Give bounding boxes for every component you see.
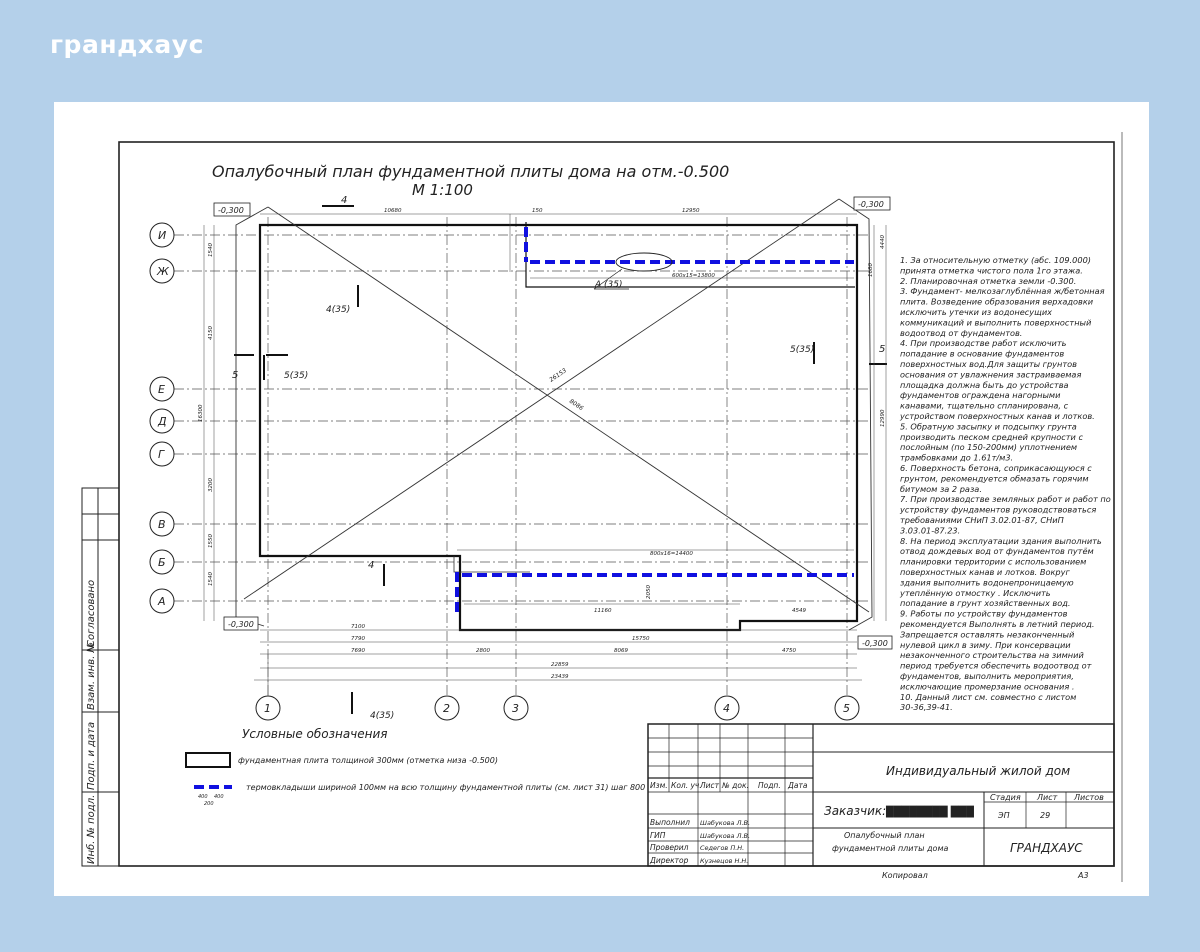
dim-left-5: 1540 <box>208 572 214 586</box>
section-5-left: 5 <box>232 370 239 381</box>
stamp-header-date: Дата <box>788 781 808 790</box>
node-a-label: А (35) <box>595 280 623 290</box>
note-line: 10. Данный лист см. совместно с листом <box>900 691 1077 702</box>
note-line: 2. Планировочная отметка земли -0.300. <box>900 275 1077 286</box>
legend-slab-swatch <box>186 753 230 767</box>
dim-thermal-bottom: 800х16=14400 <box>650 551 693 557</box>
axis-row-d: Д <box>158 415 167 428</box>
note-line: 3.03.01-87.23. <box>900 525 961 536</box>
axis-row-zh: Ж <box>157 265 169 278</box>
note-line: производить песком средней крупности с <box>900 431 1083 442</box>
stamp-sheets-header: Листов <box>1074 793 1104 802</box>
stamp-header-kol: Кол. уч. <box>671 781 702 790</box>
dim-right-2: 4440 <box>880 235 886 249</box>
dim-top-1: 10680 <box>384 208 402 214</box>
stamp-project-title: Индивидуальный жилой дом <box>886 764 1071 778</box>
stamp-sheet-header: Лист <box>1037 793 1058 802</box>
note-line: нулевой цикл в зиму. При консервации <box>900 639 1071 650</box>
note-line: незаконченного строительства на зимний <box>900 650 1084 661</box>
dim-right-1: 1680 <box>868 263 874 277</box>
stamp-customer-value: ████████ ███ <box>886 807 974 818</box>
section-5-right: 5 <box>879 344 886 355</box>
section-5-ref-right: 5(35) <box>790 345 815 355</box>
stamp-header-doc: № док. <box>722 781 749 790</box>
dim-bot-3: 15750 <box>632 636 650 642</box>
axis-row-i: И <box>158 229 167 242</box>
axis-row-b: Б <box>158 556 166 569</box>
note-line: трамбовками до 1.61т/м3. <box>900 452 1014 463</box>
note-line: 5. Обратную засыпку и подсыпку грунта <box>900 421 1077 432</box>
note-line: площадка должна быть до устройства <box>900 379 1069 390</box>
axis-col-1: 1 <box>264 702 271 715</box>
dim-b3-2: 2800 <box>476 648 490 654</box>
note-line: 6. Поверхность бетона, соприкасающуюся с <box>900 463 1092 473</box>
dim-b3-4: 4750 <box>782 648 796 654</box>
stamp-roles <box>649 818 750 865</box>
general-notes <box>899 255 1111 712</box>
stamp-header-podp: Подп. <box>758 781 781 790</box>
dim-bot-1: 7100 <box>351 624 365 630</box>
note-line: 7. При производстве земляных работ и работ по <box>900 494 1111 505</box>
dimension-labels <box>198 208 886 680</box>
level-markers <box>214 197 892 649</box>
stamp-name-2: Шабукова Л.В. <box>700 832 751 840</box>
note-line: 3. Фундамент- мелкозаглублённая ж/бетонная <box>900 286 1105 297</box>
legend-dim-2: 400 <box>214 794 224 800</box>
section-4-ref-bottom: 4(35) <box>370 711 395 721</box>
note-line: основания от увлажнения застраиваемая <box>900 369 1082 380</box>
note-line: попадание в грунт хозяйственных вод. <box>900 598 1071 609</box>
dim-b3-1: 7690 <box>351 648 365 654</box>
note-line: Запрещается оставлять незаконченный <box>900 629 1075 640</box>
side-stamp-original-no: Инб. № подл. <box>86 794 97 864</box>
dim-thermal-top: 600х15=13800 <box>672 273 715 279</box>
dim-overall-1: 22859 <box>551 662 569 668</box>
note-line: битумом за 2 раза. <box>900 483 982 494</box>
note-line: коммуникаций и выполнить поверхностный <box>900 317 1092 328</box>
dim-b3-3: 8069 <box>614 648 628 654</box>
dim-overall-2: 23439 <box>551 674 569 680</box>
level-top-right: -0,300 <box>858 200 884 209</box>
stamp-copied: Копировал <box>882 871 928 880</box>
dim-left-4: 1550 <box>208 534 214 548</box>
note-line: канавами, тщательно спланирована, с <box>900 400 1069 411</box>
foundation-slab-outline <box>260 225 857 630</box>
dim-top-2: 150 <box>532 208 543 214</box>
level-top-left: -0,300 <box>218 206 244 215</box>
axis-col-5: 5 <box>843 702 850 715</box>
note-line: поверхностных канав и лотков. Вокруг <box>900 567 1070 577</box>
note-line: плита. Возведение образования верхадовки <box>900 296 1094 307</box>
side-stamp-signature-date: Подп. и дата <box>86 721 97 790</box>
note-line: рекомендуется Выполнять в летний период. <box>900 619 1095 629</box>
dim-top-3: 12950 <box>682 208 700 214</box>
note-line: фундаментов, выполнить мероприятия, <box>900 671 1074 681</box>
stamp-name-3: Седегов П.Н. <box>700 844 745 852</box>
stamp-header-list: Лист <box>700 781 720 790</box>
dim-right-3: 12990 <box>880 409 886 427</box>
dim-bot-2: 7790 <box>351 636 365 642</box>
section-4-bottom: 4 <box>368 560 375 571</box>
dim-diag-2: 8086 <box>567 397 585 413</box>
dim-left-total: 16300 <box>198 404 204 422</box>
drawing-title: Опалубочный план фундаментной плиты дома на отм.-0.500 <box>212 162 730 181</box>
note-line: 9. Работы по устройству фундаментов <box>900 608 1068 619</box>
note-line: исключающие промерзание основания . <box>900 681 1075 692</box>
section-4-ref-top: 4(35) <box>326 305 351 315</box>
note-line: отвод дождевых вод от фундаментов путём <box>900 546 1094 557</box>
dim-left-1: 1540 <box>208 243 214 257</box>
stamp-stage-value: ЭП <box>998 811 1010 820</box>
note-line: грунтом, рекомендуется обмазать горячим <box>900 473 1089 484</box>
note-line: устройству фундаментов руководствоваться <box>900 504 1097 515</box>
note-line: 30-36,39-41. <box>900 702 953 713</box>
section-4-top: 4 <box>341 195 348 206</box>
note-line: здания выполнить водонепроницаемую <box>900 577 1074 588</box>
dim-left-3: 3200 <box>208 478 214 492</box>
stamp-sheet-title-2: фундаментной плиты дома <box>832 844 949 853</box>
stamp-sheet-title-1: Опалубочный план <box>844 831 925 840</box>
row-axis-bubbles <box>150 223 174 613</box>
legend-heading: Условные обозначения <box>242 727 388 741</box>
axis-row-g: Г <box>158 448 165 461</box>
note-line: фундаментов ограждена нагорными <box>900 390 1061 401</box>
axis-col-2: 2 <box>443 702 450 715</box>
dimension-lines <box>204 214 886 680</box>
legend-dim-1: 400 <box>198 794 208 800</box>
dim-diag-1: 26153 <box>548 367 568 384</box>
dim-inner-2: 4549 <box>792 608 806 614</box>
note-line: поверхностных вод.Для защиты грунтов <box>900 359 1077 369</box>
stamp-sheet-value: 29 <box>1040 811 1051 820</box>
dim-inner-1: 11160 <box>594 608 612 614</box>
note-line: послойным (по 150-200мм) уплотнением <box>900 442 1078 453</box>
axis-row-e: Е <box>158 383 165 396</box>
note-line: попадание в основание фундаментов <box>900 348 1065 359</box>
axis-gridlines <box>174 217 869 697</box>
stamp-company: ГРАНДХАУС <box>1010 841 1083 855</box>
note-line: водоотвод от фундаментов. <box>900 327 1023 338</box>
note-line: планировки территории с использованием <box>900 556 1087 567</box>
axis-col-4: 4 <box>723 702 730 715</box>
stamp-stage-header: Стадия <box>990 793 1021 802</box>
stamp-role-3: Проверил <box>650 843 689 852</box>
legend-item-slab: фундаментная плита толщиной 300мм (отметка низа -0.500) <box>238 756 498 765</box>
drawing-sheet <box>54 102 1149 896</box>
section-5-ref-left: 5(35) <box>284 371 309 381</box>
stamp-name-1: Шабукова Л.В. <box>700 819 751 827</box>
stamp-format: А3 <box>1078 871 1089 880</box>
note-line: устройством поверхностных канав и лотков. <box>900 411 1095 421</box>
note-line: 8. На период эксплуатации здания выполнить <box>900 535 1102 546</box>
stamp-role-4: Директор <box>650 856 689 865</box>
side-stamp-replacement: Взам. инв. № <box>86 642 97 710</box>
floor-plan-drawing <box>54 102 1149 896</box>
brand-logo: грандхаус <box>50 30 204 59</box>
dim-left-2: 4150 <box>208 326 214 340</box>
section-marks <box>234 206 887 714</box>
level-bottom-left: -0,300 <box>228 620 254 629</box>
drawing-scale: М 1:100 <box>412 181 473 199</box>
axis-row-a: А <box>158 595 166 608</box>
level-bottom-right: -0,300 <box>862 639 888 648</box>
stamp-name-4: Кузнецов Н.Н. <box>700 857 749 865</box>
note-line: исключить утечки из водонесущих <box>900 307 1053 317</box>
note-line: 4. При производстве работ исключить <box>900 338 1067 349</box>
stamp-header-izm: Изм. <box>650 781 668 790</box>
note-line: период требуется обеспечить водоотвод от <box>900 660 1092 671</box>
side-stamp-agreed: Согласовано <box>86 579 97 647</box>
stamp-role-2: ГИП <box>650 831 666 840</box>
note-line: принята отметка чистого пола 1го этажа. <box>900 265 1083 276</box>
dim-inner-3: 2050 <box>646 585 652 599</box>
note-line: утеплённую отмостку . Исключить <box>900 587 1051 598</box>
legend-dim-3: 200 <box>204 801 214 807</box>
note-line: 1. За относительную отметку (абс. 109.000) <box>900 255 1091 265</box>
axis-row-v: В <box>158 518 166 531</box>
axis-col-3: 3 <box>512 702 519 715</box>
stamp-role-1: Выполнил <box>650 818 690 827</box>
stamp-customer-label: Заказчик: <box>824 804 887 818</box>
legend-item-thermal: термовкладыши шириной 100мм на всю толщину фундаментной плиты (см. лист 31) шаг 800 <box>246 783 646 792</box>
note-line: требованиями СНиП 3.02.01-87, СНиП <box>900 515 1064 525</box>
